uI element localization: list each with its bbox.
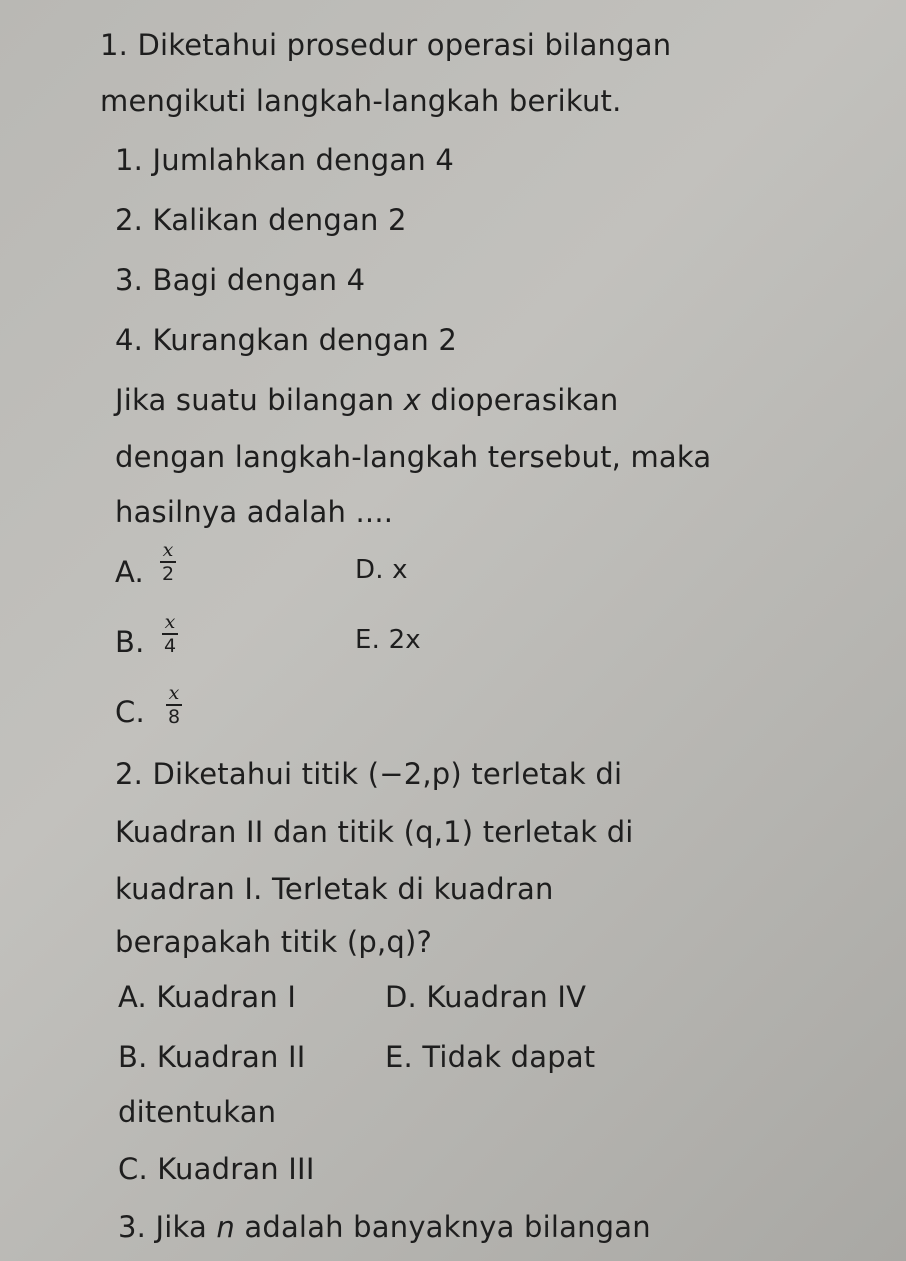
- q2-line1: 2. Diketahui titik (−2,p) terletak di: [115, 757, 623, 791]
- q1-option-a[interactable]: A.: [115, 555, 144, 589]
- fraction-x-over-2: x 2: [161, 539, 175, 585]
- q1-option-d[interactable]: D. x: [355, 555, 408, 585]
- q3-line1: 3. Jika n adalah banyaknya bilangan: [118, 1210, 651, 1244]
- q1-intro-line1: 1. Diketahui prosedur operasi bilangan: [100, 28, 672, 62]
- fraction-x-over-4: x 4: [163, 611, 177, 657]
- fraction-x-over-8: x 8: [167, 682, 181, 728]
- q2-option-e[interactable]: E. Tidak dapat: [385, 1040, 596, 1074]
- q1-step: 3. Bagi dengan 4: [115, 263, 366, 297]
- q1-step: 2. Kalikan dengan 2: [115, 203, 407, 237]
- q2-line3: kuadran I. Terletak di kuadran: [115, 872, 554, 906]
- q1-intro-line2: mengikuti langkah-langkah berikut.: [100, 84, 622, 118]
- q2-line2: Kuadran II dan titik (q,1) terletak di: [115, 815, 634, 849]
- q1-question-line2: dengan langkah-langkah tersebut, maka: [115, 440, 712, 474]
- q2-option-b[interactable]: B. Kuadran II: [118, 1040, 306, 1074]
- q2-option-c[interactable]: C. Kuadran III: [118, 1152, 315, 1186]
- q1-step: 4. Kurangkan dengan 2: [115, 323, 458, 357]
- q2-option-e-continued: ditentukan: [118, 1095, 277, 1129]
- q1-question-line1: Jika suatu bilangan x dioperasikan: [115, 383, 619, 417]
- q1-option-b[interactable]: B.: [115, 625, 145, 659]
- q2-option-d[interactable]: D. Kuadran IV: [385, 980, 587, 1014]
- q1-option-c[interactable]: C.: [115, 695, 145, 729]
- q1-option-e[interactable]: E. 2x: [355, 625, 421, 655]
- q1-question-line3: hasilnya adalah ....: [115, 495, 394, 529]
- q2-line4: berapakah titik (p,q)?: [115, 925, 433, 959]
- q2-option-a[interactable]: A. Kuadran I: [118, 980, 297, 1014]
- q1-step: 1. Jumlahkan dengan 4: [115, 143, 454, 177]
